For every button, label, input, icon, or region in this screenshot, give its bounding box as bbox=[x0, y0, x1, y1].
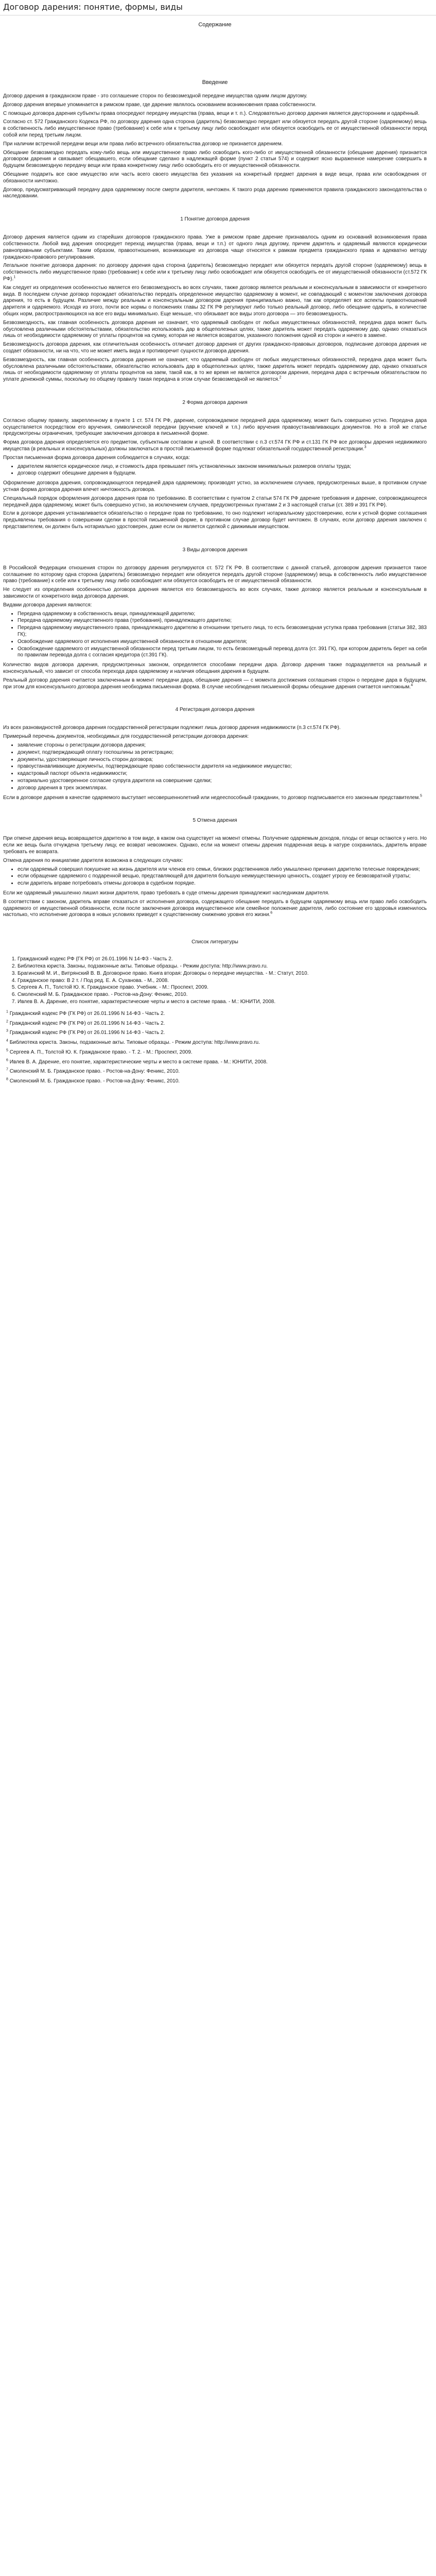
chapter-5-section bbox=[3, 818, 427, 919]
chapter-3-paragraph: Видами договора дарения являются: bbox=[3, 602, 92, 608]
chapter-5-paragraph: Если же одаряемый умышленно лишил жизни дарителя, право требовать в суде отмены дарения принадлежит наследникам дарителя. bbox=[3, 890, 329, 896]
intro-paragraph: Обещание безвозмездно передать кому-либо вещь или имущественное право либо освободить кого-либо от имущественной обязанности (обещание дарения) признается договором дарения и связывает обещавшего, если обещание сделано в надлежащей форме (пункт 2 статьи 574) и содержит ясно выраженное намерение совершить в будущем безвозмездную передачу вещи или права конкретному лицу либо освободить его от имущественной обязанности. bbox=[3, 149, 427, 169]
chapter-1-paragraph: Легальное понятие договора дарения: по договору дарения одна сторона (даритель) безвозмездно передает или обязуется передать другой стороне (одаряемому) вещь в собственность либо имущественное право (требование) к себе или к третьему лицу либо освобождает или обязуется освободить ее от имущественной обязанности (ст.572 ГК РФ).$^1$ bbox=[3, 263, 427, 282]
chapter-3-heading: 3 Виды договоров дарения bbox=[182, 547, 248, 553]
chapter-1-paragraph: Договор дарения является одним из старейших договоров гражданского права. Уже в римском праве дарение признавалось одним из оснований возникновения права собственности. Любой вид дарения опосредует переход имущества (права, вещи и т.п.) от одного лица другому, причем даритель и одаряемый являются юридически равноправными субъектами. Таким образом, правоотношения, возникающие из договора чаще относятся к рамкам предмета гражданского права и адекватно методу гражданско-правового регулирования. bbox=[3, 234, 427, 260]
list-item: • заявление стороны о регистрации договора дарения; bbox=[18, 742, 427, 749]
footnote-ref: 1 bbox=[13, 275, 16, 279]
footnote-ref: 5 bbox=[420, 794, 422, 798]
chapter-2-list bbox=[3, 464, 427, 478]
footnote-ref: 4 bbox=[411, 683, 413, 687]
literature-item: 3. Брагинский М. И., Витрянский В. В. Договорное право. Книга вторая: Договоры о передаче имущества. - М.: Статут, 2010. bbox=[18, 971, 427, 977]
intro-heading: Введение bbox=[202, 79, 228, 86]
list-item: • Освобождение одаряемого от исполнения имущественной обязанности в отношении дарителя; bbox=[18, 639, 427, 646]
list-item: • если одаряемый совершил покушение на жизнь дарителя или членов его семьи, близких родственников либо умышленно причинил дарителю телесные повреждения; bbox=[18, 867, 427, 873]
list-item: • если обращение одаряемого с подаренной вещью, представляющей для дарителя большую неимущественную ценность, создает угрозу ее безвозвратной утраты; bbox=[18, 873, 427, 880]
chapter-3-paragraph: В Российской Федерации отношения сторон по договору дарения регулируются ст. 572 ГК РФ. В соответствии с данной статьей, договором дарения признается такое соглашение по которому одна сторона (даритель) безвозмездно передает или обязуется передать другой стороне (одаряемому) вещь в собственность либо имущественное право (требование) к себе или к третьему лицу либо освобождает или обязуется освободить ее от имущественной обязанности. bbox=[3, 565, 427, 584]
chapter-4-paragraph: Из всех разновидностей договора дарения государственной регистрации подлежит лишь договор дарения недвижимости (п.3 ст.574 ГК РФ). bbox=[3, 725, 341, 731]
literature-heading: Список литературы bbox=[191, 939, 238, 945]
chapter-4-heading: 4 Регистрация договора дарения bbox=[175, 707, 255, 713]
chapter-3-paragraph: Не следует из определения особенностью договора дарения является его безвозмездность во всех случаях, также договор является реальным и консенсуальным в зависимости от конкретного вида договора дарения. bbox=[3, 587, 427, 600]
chapter-3-paragraph: Количество видов договора дарения, предусмотренных законом, определяется способами передачи дара. Договор дарения также подразделяется на реальный и консенсуальный, что зависит от способа перехода дара одаряемому и наличия обещания дарения в будущем. bbox=[3, 662, 427, 674]
intro-paragraph: Договор дарения впервые упоминается в римском праве, где дарение являлось основанием возникновения права собственности. bbox=[3, 101, 317, 108]
footnote: $^2$ Гражданский кодекс РФ (ГК РФ) от 26.01.1996 N 14-ФЗ - Часть 2. bbox=[6, 1020, 165, 1026]
literature-item: 2. Библиотека юриста. Законы, подзаконные акты. Типовые образцы. - Режим доступа: http://www.pravo.ru. bbox=[18, 963, 427, 970]
document-body bbox=[0, 15, 436, 1085]
list-item: • договор дарения в трех экземплярах. bbox=[18, 785, 427, 792]
chapter-2-paragraph: Простая письменная форма договора дарения соблюдается в случаях, когда: bbox=[3, 454, 190, 461]
literature-item: 4. Гражданское право: В 2 т. / Под ред. Е. А. Суханова. - М., 2008. bbox=[18, 978, 427, 985]
footnote-ref: 2 bbox=[279, 376, 282, 380]
footnote: $^1$ Гражданский кодекс РФ (ГК РФ) от 26.01.1996 N 14-ФЗ - Часть 2. bbox=[6, 1010, 165, 1016]
intro-paragraph: Договор дарения в гражданском праве - это соглашение сторон по безвозмездной передаче имущества одним лицом другому. bbox=[3, 93, 307, 99]
list-item: • Передача одаряемому имущественного права, принадлежащего дарителю в отношении третьего лица, то есть безвозмездная уступка права требования (статьи 382, 383 ГК); bbox=[18, 625, 427, 638]
chapter-4-paragraph: Примерный перечень документов, необходимых для государственной регистрации договора дарения: bbox=[3, 734, 249, 740]
list-item: • нотариально удостоверенное согласие супруга дарителя на совершение сделки; bbox=[18, 778, 427, 785]
literature-item: 7. Ивлев В. А. Дарение, его понятие, характеристические черты и место в системе права. - М.: ЮНИТИ, 2008. bbox=[18, 999, 427, 1006]
intro-paragraph: С помощью договора дарения субъекты права опосредуют передачу имущества (права, вещи и т. п.). Следовательно договор дарения является двусторонним и одарённый. bbox=[3, 110, 420, 116]
intro-paragraph: Обещание подарить все свое имущество или часть всего своего имущества без указания на конкретный предмет дарения в виде вещи, права или освобождения от обязанности ничтожно. bbox=[3, 171, 427, 184]
chapter-1-paragraph: Безвозмездность, как главная особенность договора дарения не означает, что одаряемый свободен от любых имущественных обязанностей, передача дара может быть обусловлена различными обстоятельствами, обязательство использовать дар в общеполезных целях, также даритель может передать одаряемому дар, однако отказаться лишь от необходимости одаряемому от уплаты процентов на сумму, которая не является возвратом, указанного положения одной из сторон и ничего в замене. bbox=[3, 319, 427, 339]
chapter-1-paragraph: Безвозмездность договора дарения, как отличительная особенность отличает договор дарения от других гражданско-правовых договоров, подписание договора дарения не создает обязанности, ни на что, что не может иметь вида и противоречит сущности договора дарения. bbox=[3, 342, 427, 354]
list-item: • правоустанавливающие документы, подтверждающие право собственности дарителя на недвижимое имущество; bbox=[18, 764, 427, 770]
document-title: Договор дарения: понятие, формы, виды bbox=[0, 0, 436, 15]
footnote-ref: 6 bbox=[270, 911, 273, 915]
chapter-5-list bbox=[3, 867, 427, 887]
literature-list bbox=[3, 956, 427, 1006]
footnote: $^8$ Смоленский М. Б. Гражданское право. - Ростов-на-Дону: Феникс, 2010. bbox=[6, 1077, 180, 1084]
chapter-1-paragraph: Безвозмездность, как главная особенность договора дарения не означает, что одаряемый свободен от любых имущественных обязанностей, передача дара может быть обусловлена различными обстоятельствами, обязательство использовать дар в общеполезных целях, также даритель может передать одаряемому дар, однако отказаться лишь от необходимости одаряемому от уплаты процентов на заем, такой как, в то же время не является договором дарения, передача дара с встречным обязательством по уплате денежной суммы, поскольку по общему правилу такая передача в этом случае безвозмездной не является.$^2$ bbox=[3, 357, 427, 383]
footnote: $^6$ Ивлев В. А. Дарение, его понятие, характеристические черты и место в системе права. - М.: ЮНИТИ, 2008. bbox=[6, 1058, 268, 1065]
chapter-2-paragraph: Специальный порядок оформления договора дарения прав по требованию. В соответствии с пунктом 2 статьи 574 ГК РФ дарение требования и дарение, сопровождающееся передачей дара одаряемому, может быть совершено устно, за исключением случаев, предусмотренных пунктами 2 и 3 настоящей статьи (ст. 389 и 391 ГК РФ). bbox=[3, 495, 427, 508]
chapter-1-heading: 1 Понятие договора дарения bbox=[180, 216, 250, 223]
footnote: $^4$ Библиотека юриста. Законы, подзаконные акты. Типовые образцы. - Режим доступа: http://www.pravo.ru. bbox=[6, 1039, 260, 1046]
chapter-4-section bbox=[3, 707, 427, 801]
chapter-4-paragraph: Если в договоре дарения в качестве одаряемого выступает несовершеннолетний или недееспособный гражданин, то договор подписывается его законным представителем.$^5$ bbox=[3, 794, 422, 801]
chapter-1-paragraph: Как следует из определения особенностью является его безвозмездность во всех случаях, также договор является реальным и консенсуальным в зависимости от конкретного вида. В последнем случае договор порождает обязательство передать определенное имущество одаряемому в момент, не совпадающий с моментом заключения договора дарения, то есть в будущем. Различие между реальным и консенсуальным договором дарения принципиально важно, так как определяет все аспекты правоотношений дарителя и одаряемого. Исходя из этого, почти все нормы о положениях главы 32 ГК РФ регулируют либо только реальный договор, либо обещание одарить, в количестве общих норм, распространяющихся на все его виды минимально. Еще меньше, что обязывает все виды этого договора — это безвозмездность. bbox=[3, 284, 427, 317]
chapter-3-list bbox=[3, 611, 427, 659]
chapter-5-paragraph: Отмена дарения по инициативе дарителя возможна в следующих случаях: bbox=[3, 857, 183, 863]
list-item: • документы, удостоверяющие личность сторон договора; bbox=[18, 757, 427, 764]
chapter-5-heading: 5 Отмена дарения bbox=[193, 818, 237, 824]
chapter-2-heading: 2 Форма договора дарения bbox=[182, 399, 248, 405]
list-item: • договор содержит обещание дарения в будущем. bbox=[18, 470, 427, 477]
chapter-2-paragraph: Оформление договора дарения, сопровождающегося передачей дара одаряемому, производят устно, за исключением случаев, предусмотренных выше, в противном случае устная форма договора дарения влечет ничтожность договора. bbox=[3, 480, 427, 493]
chapter-5-paragraph: При отмене дарения вещь возвращается дарителю в том виде, в каком она существует на момент отмены. Получение одаряемым доходов, плоды от вещи остаются у него. Но если же вещь была отчуждена третьему лицу, ее возврат невозможен. Однако, если на момент отмены дарения подаренная вещь в натуре сохранилась, даритель вправе требовать ее возврата. bbox=[3, 836, 427, 855]
intro-section bbox=[3, 75, 427, 200]
contents-heading: Содержание bbox=[198, 22, 232, 28]
chapter-3-section bbox=[3, 547, 427, 691]
literature-item: 5. Сергеев А. П., Толстой Ю. К. Гражданское право. Учебник. - М.: Проспект, 2009. bbox=[18, 985, 427, 991]
list-item: • Освобождение одаряемого от имущественной обязанности перед третьим лицом, то есть безвозмездный перевод долга (ст. 391 ГК), при котором даритель берет на себя по правилам перевода долга с согласия кредитора (ст.391 ГК). bbox=[18, 646, 427, 659]
footnote: $^7$ Смоленский М. Б. Гражданское право. - Ростов-на-Дону: Феникс, 2010. bbox=[6, 1068, 180, 1075]
intro-paragraph: При наличии встречной передачи вещи или права либо встречного обязательства договор не признается дарением. bbox=[3, 141, 283, 147]
footnote: $^5$ Сергеев А. П., Толстой Ю. К. Гражданское право. - Т. 2. - М.: Проспект, 2009. bbox=[6, 1048, 193, 1055]
chapter-2-paragraph: Если в договоре дарения устанавливается обязательство о передаче прав по требованию, то оно подлежит нотариальному удостоверению, если к устной форме соглашения предъявлены требования о совершении сделки в простой письменной форме, в противном случае договор будет ничтожен. В случаях, если договор дарения заключен с представителем, он должен быть нотариально удостоверен, даже если он является сделкой с движимым имуществом. bbox=[3, 511, 427, 530]
chapter-1-section bbox=[3, 216, 427, 383]
list-item: • если даритель вправе потребовать отмены договора в судебном порядке. bbox=[18, 880, 427, 887]
footnotes-section bbox=[6, 1011, 427, 1085]
chapter-3-paragraph: Реальный договор дарения считается заключенным в момент передачи дара, обещание дарения — с момента достижения соглашения сторон о передаче дара в будущем, при этом для консенсуального договора дарения необходима письменная форма. В случае несоблюдения письменной формы обещание дарения считается ничтожным.$^4$ bbox=[3, 677, 427, 690]
document-page bbox=[0, 0, 436, 1085]
chapter-2-section bbox=[3, 400, 427, 531]
intro-paragraph: Договор, предусматривающий передачу дара одаряемому после смерти дарителя, ничтожен. К такого рода дарению применяются правила гражданского законодательства о наследовании. bbox=[3, 187, 427, 199]
footnote: $^3$ Гражданский кодекс РФ (ГК РФ) от 26.01.1996 N 14-ФЗ - Часть 2. bbox=[6, 1029, 165, 1036]
list-item: • кадастровый паспорт объекта недвижимости; bbox=[18, 771, 427, 777]
chapter-2-paragraph: Форма договора дарения определяется его предметом, субъектным составом и ценой. В соответствии с п.3 ст.574 ГК РФ и ст.131 ГК РФ все договоры дарения недвижимого имущества (в реальных и консенсуальных) должны заключаться в простой письменной форме подлежат обязательной государственной регистрации.$^3$ bbox=[3, 439, 427, 452]
list-item: • документ, подтверждающий оплату госпошлины за регистрацию; bbox=[18, 750, 427, 756]
chapter-4-list bbox=[3, 742, 427, 792]
chapter-5-paragraph: В соответствии с законом, даритель вправе отказаться от исполнения договора, содержащего обещание передать в будущем одаряемому вещь или право либо освободить одаряемого от имущественной обязанности, если после заключения договора имущественное или семейное положение дарителя, либо состояние его здоровья изменилось настолько, что исполнение договора в новых условиях приведет к существенному снижению уровня его жизни.$^6$ bbox=[3, 899, 427, 918]
literature-item: 6. Смоленский М. Б. Гражданское право. - Ростов-на-Дону: Феникс, 2010. bbox=[18, 992, 427, 998]
chapter-2-paragraph: Согласно общему правилу, закрепленному в пункте 1 ст. 574 ГК РФ, дарение, сопровождаемое передачей дара одаряемому, может быть совершено устно. Передача дара осуществляется посредством его вручения, символической передачи (вручение ключей и т.п.) либо вручения правоустанавливающих документов. Но в этой же статье предусмотрены ограничения, требующие заключения договора в письменной форме. bbox=[3, 417, 427, 437]
list-item: • Передача одаряемому в собственность вещи, принадлежащей дарителю; bbox=[18, 611, 427, 618]
footnote-ref: 3 bbox=[364, 445, 367, 449]
intro-paragraph: Согласно ст. 572 Гражданского Кодекса РФ, по договору дарения одна сторона (даритель) безвозмездно передает или обязуется передать другой стороне (одаряемому) вещь в собственность либо имущественное право (требование) к себе или к третьему лицу либо освобождает или обязуется освободить ее от имущественной обязанности перед собой или перед третьим лицом. bbox=[3, 119, 427, 138]
list-item: • дарителем является юридическое лицо, и стоимость дара превышает пять установленных законом минимальных размеров оплаты труда; bbox=[18, 464, 427, 470]
literature-section bbox=[3, 939, 427, 1006]
literature-item: 1. Гражданский кодекс РФ (ГК РФ) от 26.01.1996 N 14-ФЗ - Часть 2. bbox=[18, 956, 427, 963]
list-item: • Передача одаряемому имущественного права (требования), принадлежащего дарителю; bbox=[18, 618, 427, 624]
